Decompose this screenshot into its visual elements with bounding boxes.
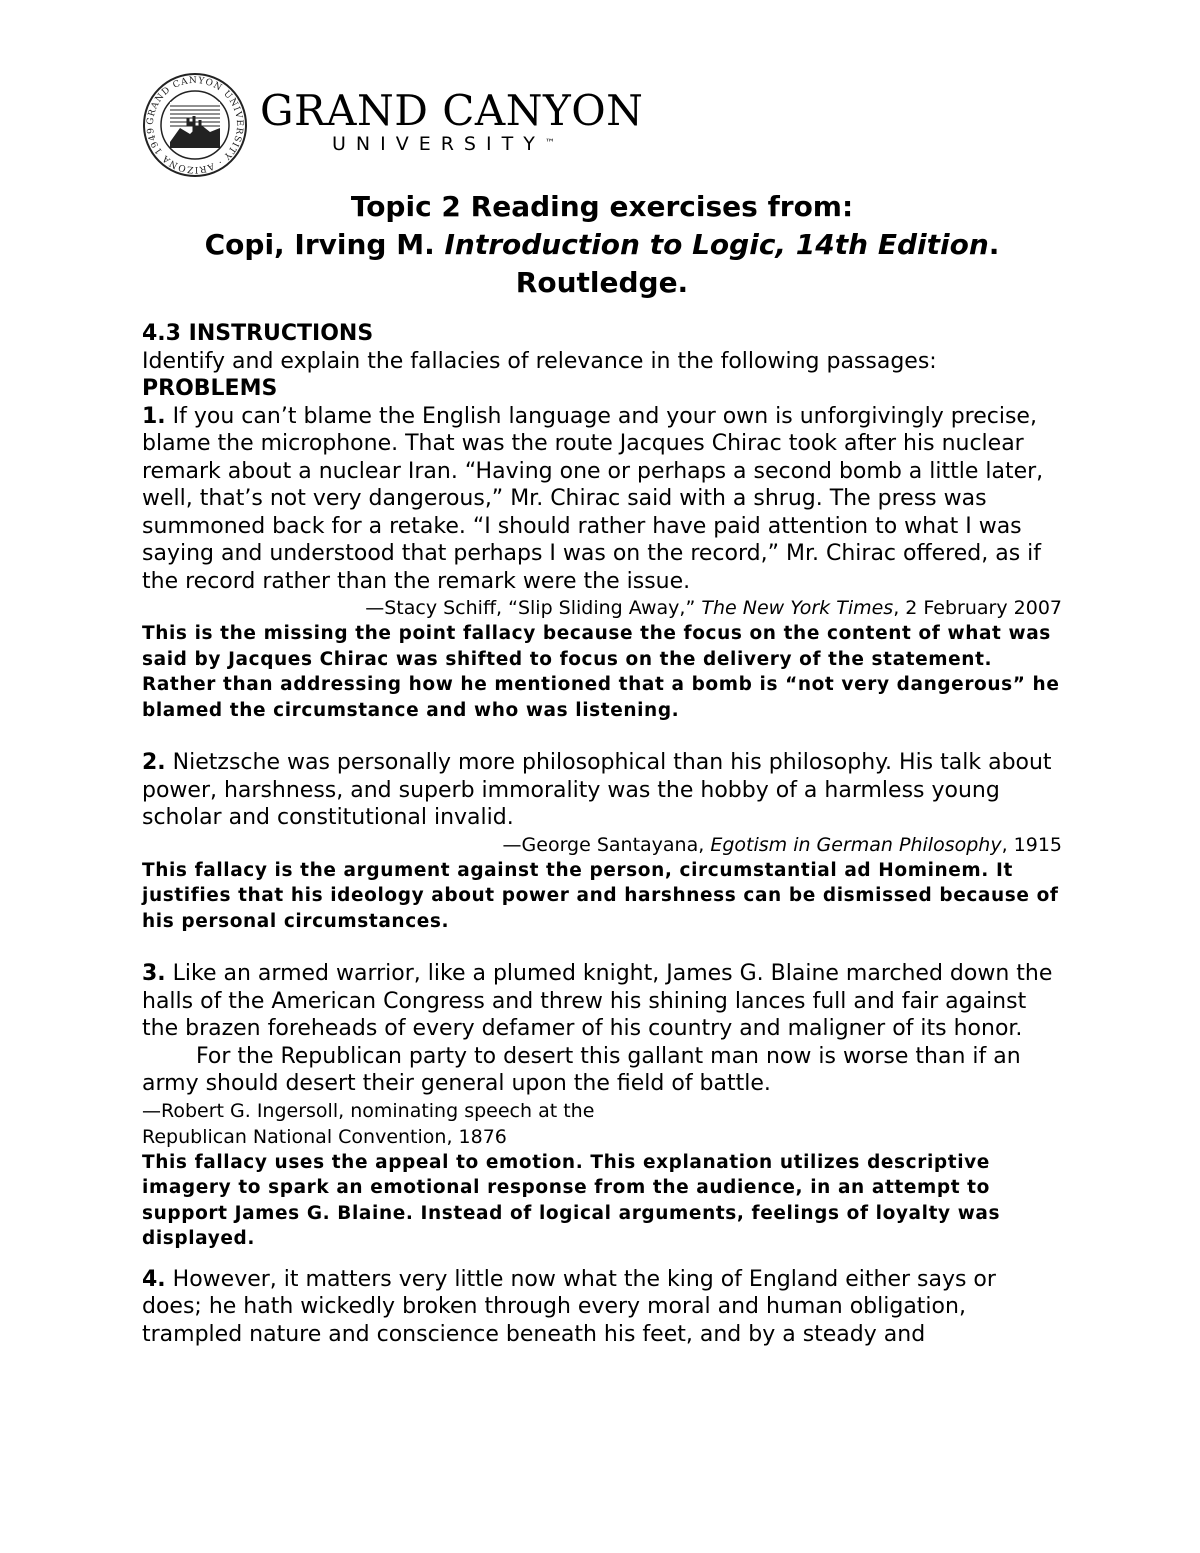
svg-text:GRAND CANYON UNIVERSITY · ARIZ: GRAND CANYON UNIVERSITY · ARIZONA 1949 xyxy=(145,75,245,175)
university-seal-icon xyxy=(142,72,248,178)
university-wordmark xyxy=(260,86,644,155)
problem-3-passage: 3. Like an armed warrior, like a plumed knight, James G. Blaine marched down the halls of the American Congress and threw his shining lances full and fair against the brazen foreheads of every defamer of his country and maligner of its honor. xyxy=(142,961,1053,1041)
problem-3-citation-2: Republican National Convention, 1876 xyxy=(142,1125,507,1148)
instructions-text: Identify and explain the fallacies of relevance in the following passages: xyxy=(142,348,937,374)
document-title xyxy=(142,188,1062,302)
wordmark-sub: UNIVERSITY™ xyxy=(332,133,555,155)
problem-1-passage: 1. If you can’t blame the English language and your own is unforgivingly precise, blame the microphone. That was the route Jacques Chirac took after his nuclear remark about a nuclear Iran. “Having one or perhaps a second bomb a little later, well, that’s not very dangerous,” Mr. Chirac said with a shrug. The press was summoned back for a retake. “I should rather have paid attention to what I was saying and understood that perhaps I was on the record,” Mr. Chirac offered, as if the record rather than the remark were the issue. xyxy=(142,403,1044,594)
problem-1-answer: This is the missing the point fallacy because the focus on the content of what was said by Jacques Chirac was shifted to focus on the delivery of the statement. Rather than addressing how he mentioned that a bomb is “not very dangerous” he blamed the circumstance and who was listening. xyxy=(142,623,1060,721)
problem-2-passage: 2. Nietzsche was personally more philosophical than his philosophy. His talk about power, harshness, and superb immorality was the hobby of a harmless young scholar and constitutional invalid. xyxy=(142,750,1052,830)
title-line-1: Topic 2 Reading exercises from: xyxy=(350,190,854,223)
problem-2-citation: —George Santayana, Egotism in German Philosophy, 1915 xyxy=(502,833,1062,856)
problem-4-passage: 4. However, it matters very little now what the king of England either says or does; he hath wickedly broken through every moral and human obligation, trampled nature and conscience beneath his feet, and by a steady and xyxy=(142,1266,996,1347)
title-line-2: Copi, Irving M. Introduction to Logic, 14th Edition. xyxy=(204,228,1000,261)
university-logo xyxy=(142,72,1062,178)
problem-3-passage-2: For the Republican party to desert this gallant man now is worse than if an army should desert their general upon the field of battle. xyxy=(142,1043,1021,1096)
instructions-section xyxy=(142,320,1062,595)
problem-2-answer: This fallacy is the argument against the person, circumstantial ad Hominem. It justifies that his ideology about power and harshness can be dismissed because of his personal circumstances. xyxy=(142,859,1059,932)
document-page xyxy=(142,72,1062,1348)
instructions-heading: 4.3 INSTRUCTIONS xyxy=(142,321,374,346)
title-line-3: Routledge. xyxy=(515,266,689,299)
problem-1-citation: —Stacy Schiff, “Slip Sliding Away,” The New York Times, 2 February 2007 xyxy=(365,597,1062,619)
problem-3-citation-1: —Robert G. Ingersoll, nominating speech at the xyxy=(142,1099,595,1122)
problem-3-answer: This fallacy uses the appeal to emotion. This explanation utilizes descriptive imagery to spark an emotional response from the audience, in an attempt to support James G. Blaine. Instead of logical arguments, feelings of loyalty was displayed. xyxy=(142,1151,1001,1249)
wordmark-name: GRAND CANYON xyxy=(260,86,644,135)
problems-heading: PROBLEMS xyxy=(142,376,278,401)
